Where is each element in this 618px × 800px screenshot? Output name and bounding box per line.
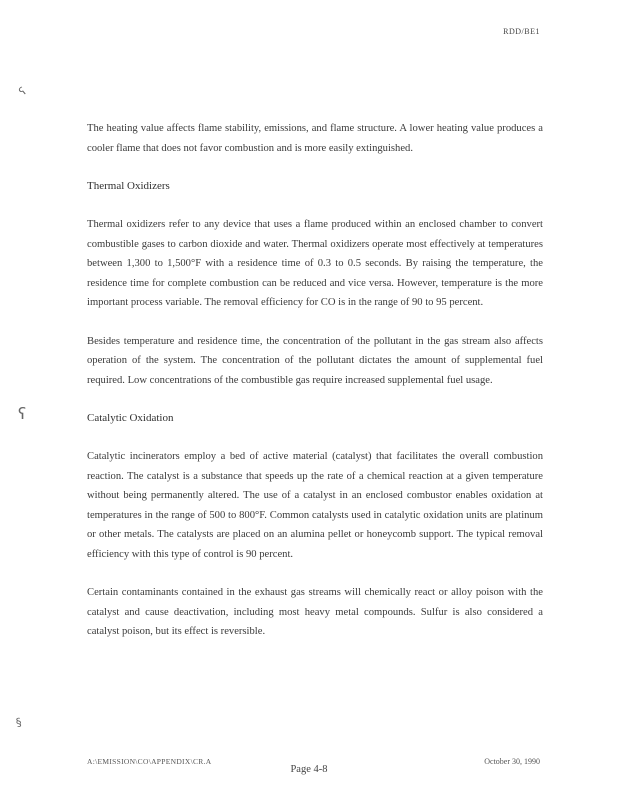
margin-mark: § [14, 715, 23, 730]
footer-date: October 30, 1990 [484, 757, 540, 766]
document-body [87, 119, 543, 661]
paragraph: Besides temperature and residence time, the concentration of the pollutant in the gas stream also affects operation of the system. The concentration of the pollutant dictates the amount of supplemental fuel required. Low concentrations of the combustible gas require increased supplemental fuel usage. [87, 335, 543, 386]
paragraph: Thermal oxidizers refer to any device that uses a flame produced within an enclosed chamber to convert combustible gases to carbon dioxide and water. Thermal oxidizers operate most effectively at temperatures between 1,300 to 1,500°F with a residence time of 0.3 to 0.5 seconds. By raising the temperature, the residence time for complete combustion can be reduced and vice versa. However, temperature is the more important process variable. The removal efficiency for CO is in the range of 90 to 95 percent. [87, 219, 543, 308]
footer-file-path: A:\EMISSION\CO\APPENDIX\CR.A [87, 757, 212, 766]
paragraph: Certain contaminants contained in the exhaust gas streams will chemically react or alloy poison with the catalyst and cause deactivation, including most heavy metal compounds. Sulfur is also considered a catalyst poison, but its effect is reversible. [87, 587, 543, 637]
paragraph: Catalytic incinerators employ a bed of active material (catalyst) that facilitates the overall combustion reaction. The catalyst is a substance that speeds up the rate of a chemical reaction at a given temperature without being permanently altered. The use of a catalyst in an enclosed combustor enables oxidation at temperatures in the range of 500 to 800°F. Common catalysts used in catalytic oxidation units are platinum or other metals. The catalysts are placed on an alumina pellet or honeycomb support. The typical removal efficiency with this type of control is 90 percent. [87, 451, 543, 560]
section-heading-catalytic-oxidation: Catalytic Oxidation [87, 412, 174, 424]
intro-paragraph: The heating value affects flame stability, emissions, and flame structure. A lower heating value produces a cooler flame that does not favor combustion and is more easily extinguished. [87, 123, 543, 154]
page-number: Page 4-8 [290, 764, 328, 775]
margin-mark: ʕ [16, 84, 30, 99]
document-code: RDD/BE1 [503, 27, 540, 36]
section-heading-thermal-oxidizers: Thermal Oxidizers [87, 180, 170, 192]
margin-mark: ʕ [18, 404, 27, 423]
